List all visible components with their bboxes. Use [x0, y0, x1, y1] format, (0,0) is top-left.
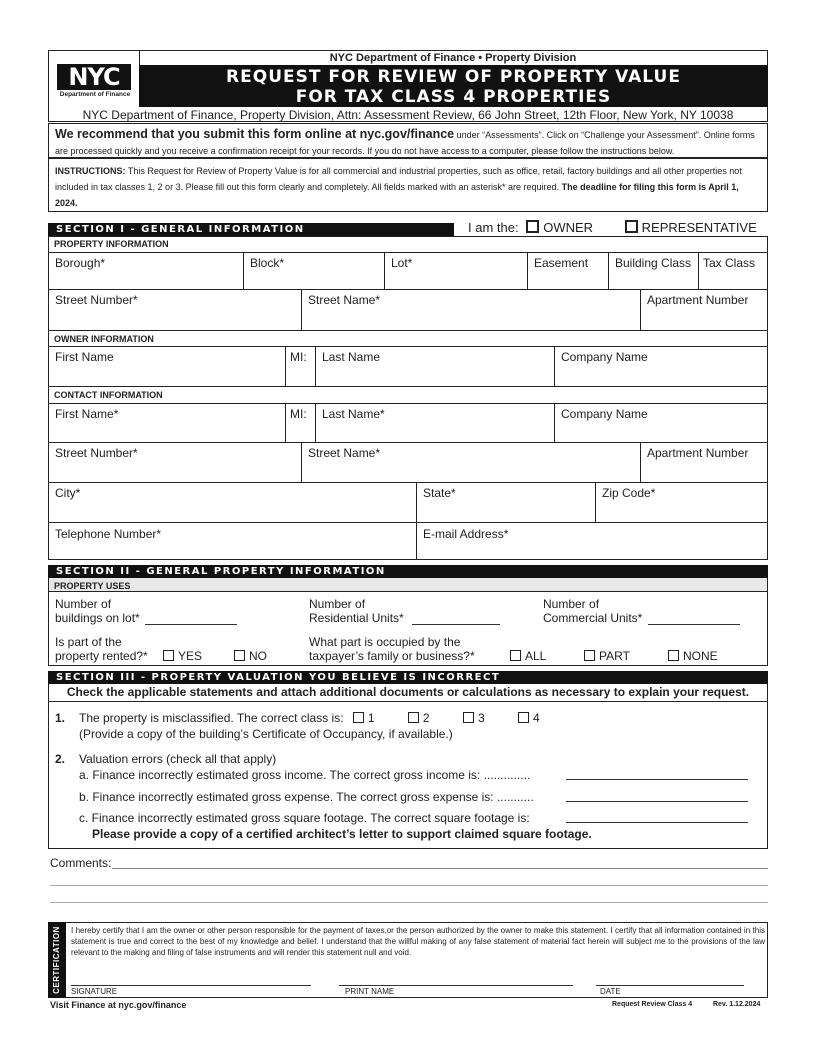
- borough-label: Borough*: [55, 256, 106, 270]
- email-label: E-mail Address*: [423, 527, 509, 541]
- buildings-input-line[interactable]: [145, 624, 237, 625]
- state-field[interactable]: [416, 482, 596, 523]
- item-2b-text[interactable]: b. Finance incorrectly estimated gross expense. The correct gross expense is: ...........: [79, 790, 534, 804]
- contact-last-name-field[interactable]: [315, 403, 555, 443]
- rented-no-option[interactable]: [234, 649, 267, 663]
- contact-info-header: CONTACT INFORMATION: [54, 390, 163, 400]
- rented-label-1: Is part of the: [55, 635, 122, 649]
- all-label: ALL: [525, 649, 547, 663]
- item-2c-note: Please provide a copy of a certified architect’s letter to support claimed square footage.: [92, 827, 592, 841]
- class-2-checkbox[interactable]: [408, 712, 419, 723]
- contact-street-number-label: Street Number*: [55, 446, 138, 460]
- borough-field[interactable]: [48, 252, 244, 290]
- rented-label-2: property rented?*: [55, 649, 148, 663]
- residential-input-line[interactable]: [412, 624, 500, 625]
- class-1-label: 1: [367, 711, 375, 725]
- footer-revision: Rev. 1.12.2024: [713, 1001, 761, 1008]
- street-number-field[interactable]: [48, 289, 302, 331]
- street-name-field[interactable]: [301, 289, 641, 331]
- owner-label: OWNER: [543, 220, 594, 235]
- title-line-1: REQUEST FOR REVIEW OF PROPERTY VALUE: [226, 67, 681, 87]
- property-uses-header: PROPERTY USES: [54, 581, 131, 591]
- tax-class-label: Tax Class: [703, 256, 756, 270]
- contact-last-name-label: Last Name*: [322, 407, 385, 421]
- street-number-label: Street Number*: [55, 293, 138, 307]
- part-label: PART: [599, 649, 630, 663]
- contact-mi-field[interactable]: [285, 403, 316, 443]
- recommend-bold: We recommend that you submit this form online at nyc.gov/finance: [55, 127, 455, 141]
- owner-info-header: OWNER INFORMATION: [54, 334, 154, 344]
- contact-street-number-field[interactable]: [48, 442, 302, 483]
- owner-mi-field[interactable]: [285, 346, 316, 387]
- iam-row: [468, 220, 757, 235]
- recommend-rest: under “Assessments”. Click on “Challenge your Assessment”. Online forms are processed quickly and you receive a confirmation receipt for your records. If you do not have access to a computer, please follow the instructions below.: [55, 130, 755, 156]
- instructions-label: INSTRUCTIONS:: [55, 166, 126, 176]
- class-3-checkbox[interactable]: [463, 712, 474, 723]
- contact-company-name-label: Company Name: [561, 407, 648, 421]
- contact-street-name-field[interactable]: [301, 442, 641, 483]
- property-uses-bar: [48, 578, 768, 592]
- telephone-label: Telephone Number*: [55, 527, 162, 541]
- form-title: [139, 65, 768, 107]
- telephone-field[interactable]: [48, 522, 417, 560]
- rented-question: [55, 635, 148, 663]
- occupied-label-1: What part is occupied by the: [309, 635, 461, 649]
- class-3-label: 3: [477, 711, 485, 725]
- certification-side-label: CERTIFICATION: [52, 926, 61, 994]
- item-1-text: The property is misclassified. The correct class is:: [79, 711, 344, 725]
- class-2-label: 2: [422, 711, 430, 725]
- apartment-number-field[interactable]: [640, 289, 768, 331]
- owner-checkbox[interactable]: [526, 220, 539, 233]
- contact-street-name-label: Street Name*: [308, 446, 381, 460]
- part-checkbox[interactable]: [584, 650, 595, 661]
- commercial-units-field: [543, 597, 642, 625]
- gross-expense-input[interactable]: [566, 801, 748, 802]
- representative-label: REPRESENTATIVE: [641, 220, 757, 235]
- occupied-question: [309, 635, 475, 663]
- street-name-label: Street Name*: [308, 293, 381, 307]
- commercial-input-line[interactable]: [648, 624, 740, 625]
- comments-label: Comments:: [50, 856, 112, 870]
- owner-mi-label: MI:: [290, 350, 307, 364]
- easement-label: Easement: [534, 256, 589, 270]
- tax-class-field[interactable]: [698, 252, 768, 290]
- signature-label: SIGNATURE: [71, 987, 118, 996]
- footer-link[interactable]: Visit Finance at nyc.gov/finance: [50, 1000, 187, 1010]
- comments-line-2[interactable]: [50, 885, 768, 886]
- signature-line[interactable]: [71, 985, 311, 986]
- no-label: NO: [249, 649, 267, 663]
- yes-label: YES: [178, 649, 203, 663]
- item-1-number: 1.: [55, 711, 66, 725]
- occupied-none-option[interactable]: [668, 649, 718, 663]
- block-field[interactable]: [243, 252, 385, 290]
- rented-yes-option[interactable]: [163, 649, 202, 663]
- section-3-subtitle: Check the applicable statements and attach additional documents or calculations as necessary to explain your request.: [66, 685, 750, 699]
- city-label: City*: [55, 486, 81, 500]
- instructions-body: This Request for Review of Property Value is for all commercial and industrial properties, such as office, retail, factory buildings and all other properties not included in tax classes 1, 2 or 3. Please fill out this form clearly and completely. All fields marked with an asterisk* are required.: [55, 166, 742, 192]
- zip-code-field[interactable]: [595, 482, 768, 523]
- easement-field[interactable]: [527, 252, 609, 290]
- owner-company-name-field[interactable]: [554, 346, 768, 387]
- state-label: State*: [423, 486, 456, 500]
- contact-apartment-number-label: Apartment Number: [647, 446, 749, 460]
- section-3-title: SECTION III - PROPERTY VALUATION YOU BELIEVE IS INCORRECT: [48, 671, 768, 684]
- item-2-number: 2.: [55, 752, 66, 766]
- city-field[interactable]: [48, 482, 417, 523]
- class-1-checkbox[interactable]: [353, 712, 364, 723]
- property-info-header: PROPERTY INFORMATION: [54, 239, 169, 249]
- iam-label: I am the:: [468, 220, 519, 235]
- item-2-text: Valuation errors (check all that apply): [79, 752, 277, 766]
- yes-checkbox[interactable]: [163, 650, 174, 661]
- occupied-label-2: taxpayer’s family or business?*: [309, 649, 475, 663]
- zip-code-label: Zip Code*: [602, 486, 656, 500]
- building-class-field[interactable]: [608, 252, 699, 290]
- date-label: DATE: [600, 987, 621, 996]
- building-class-label: Building Class: [615, 256, 692, 270]
- none-label: NONE: [683, 649, 718, 663]
- recommend-text: [55, 126, 763, 159]
- square-footage-input[interactable]: [566, 822, 748, 823]
- commercial-label-1: Number of: [543, 597, 600, 611]
- residential-units-field: [309, 597, 404, 625]
- occupied-all-option[interactable]: [510, 649, 546, 663]
- contact-apartment-number-field[interactable]: [640, 442, 768, 483]
- representative-checkbox[interactable]: [625, 220, 638, 233]
- no-checkbox[interactable]: [234, 650, 245, 661]
- comments-line-3[interactable]: [50, 902, 768, 903]
- email-field[interactable]: [416, 522, 768, 560]
- owner-company-name-label: Company Name: [561, 350, 648, 364]
- contact-company-name-field[interactable]: [554, 403, 768, 443]
- lot-label: Lot*: [391, 256, 413, 270]
- buildings-label-1: Number of: [55, 597, 112, 611]
- print-name-label: PRINT NAME: [345, 987, 395, 996]
- logo-subtext: Department of Finance: [59, 91, 131, 98]
- mailing-address: NYC Department of Finance, Property Division, Attn: Assessment Review, 66 John Street, 12th Floor, New York, NY 10038: [82, 108, 734, 122]
- contact-first-name-label: First Name*: [55, 407, 119, 421]
- department-line: NYC Department of Finance • Property Division: [329, 52, 577, 64]
- gross-income-input[interactable]: [566, 779, 748, 780]
- class-4-label: 4: [532, 711, 540, 725]
- deadline-text: The deadline for filing this form is April 1, 2024.: [55, 182, 739, 208]
- apartment-number-label: Apartment Number: [647, 293, 749, 307]
- lot-field[interactable]: [384, 252, 528, 290]
- all-checkbox[interactable]: [510, 650, 521, 661]
- residential-label-1: Number of: [309, 597, 366, 611]
- comments-line-1[interactable]: [112, 868, 768, 869]
- print-name-line[interactable]: [339, 985, 573, 986]
- buildings-label-2: buildings on lot*: [55, 611, 140, 625]
- instructions-text: [55, 163, 763, 211]
- residential-label-2: Residential Units*: [309, 611, 404, 625]
- item-1-note: (Provide a copy of the building’s Certificate of Occupancy, if available.): [79, 727, 453, 741]
- owner-last-name-label: Last Name: [322, 350, 381, 364]
- class-4-checkbox[interactable]: [518, 712, 529, 723]
- item-2c-text[interactable]: c. Finance incorrectly estimated gross square footage. The correct square footage is:: [79, 811, 530, 825]
- certification-text: I hereby certify that I am the owner or other person responsible for the payment of taxes,or the person authorized by the owner to make this statement. I certify that all information contained in this statement is true and correct to the best of my knowledge and belief. I understand that the willful making of any false statement of material fact herein will subject me to the provisions of the law relevant to the making and filing of false instruments and will render this statement null and void.: [71, 926, 765, 957]
- title-line-2: FOR TAX CLASS 4 PROPERTIES: [295, 87, 612, 107]
- none-checkbox[interactable]: [668, 650, 679, 661]
- owner-first-name-field[interactable]: [48, 346, 286, 387]
- section-3-divider: [48, 701, 768, 702]
- occupied-part-option[interactable]: [584, 649, 630, 663]
- commercial-label-2: Commercial Units*: [543, 611, 643, 625]
- item-1-row: [79, 711, 540, 725]
- contact-first-name-field[interactable]: [48, 403, 286, 443]
- section-2-title: SECTION II - GENERAL PROPERTY INFORMATION: [48, 565, 768, 578]
- section-1-title: SECTION I - GENERAL INFORMATION: [48, 223, 454, 236]
- buildings-on-lot-field: [55, 597, 140, 625]
- block-label: Block*: [250, 256, 285, 270]
- nyc-logo: NYC: [57, 64, 131, 90]
- owner-first-name-label: First Name: [55, 350, 114, 364]
- item-2a-text[interactable]: a. Finance incorrectly estimated gross income. The correct gross income is: ..............: [79, 768, 531, 782]
- owner-last-name-field[interactable]: [315, 346, 555, 387]
- date-line[interactable]: [596, 985, 744, 986]
- footer-form-name: Request Review Class 4: [612, 1001, 693, 1008]
- contact-mi-label: MI:: [290, 407, 307, 421]
